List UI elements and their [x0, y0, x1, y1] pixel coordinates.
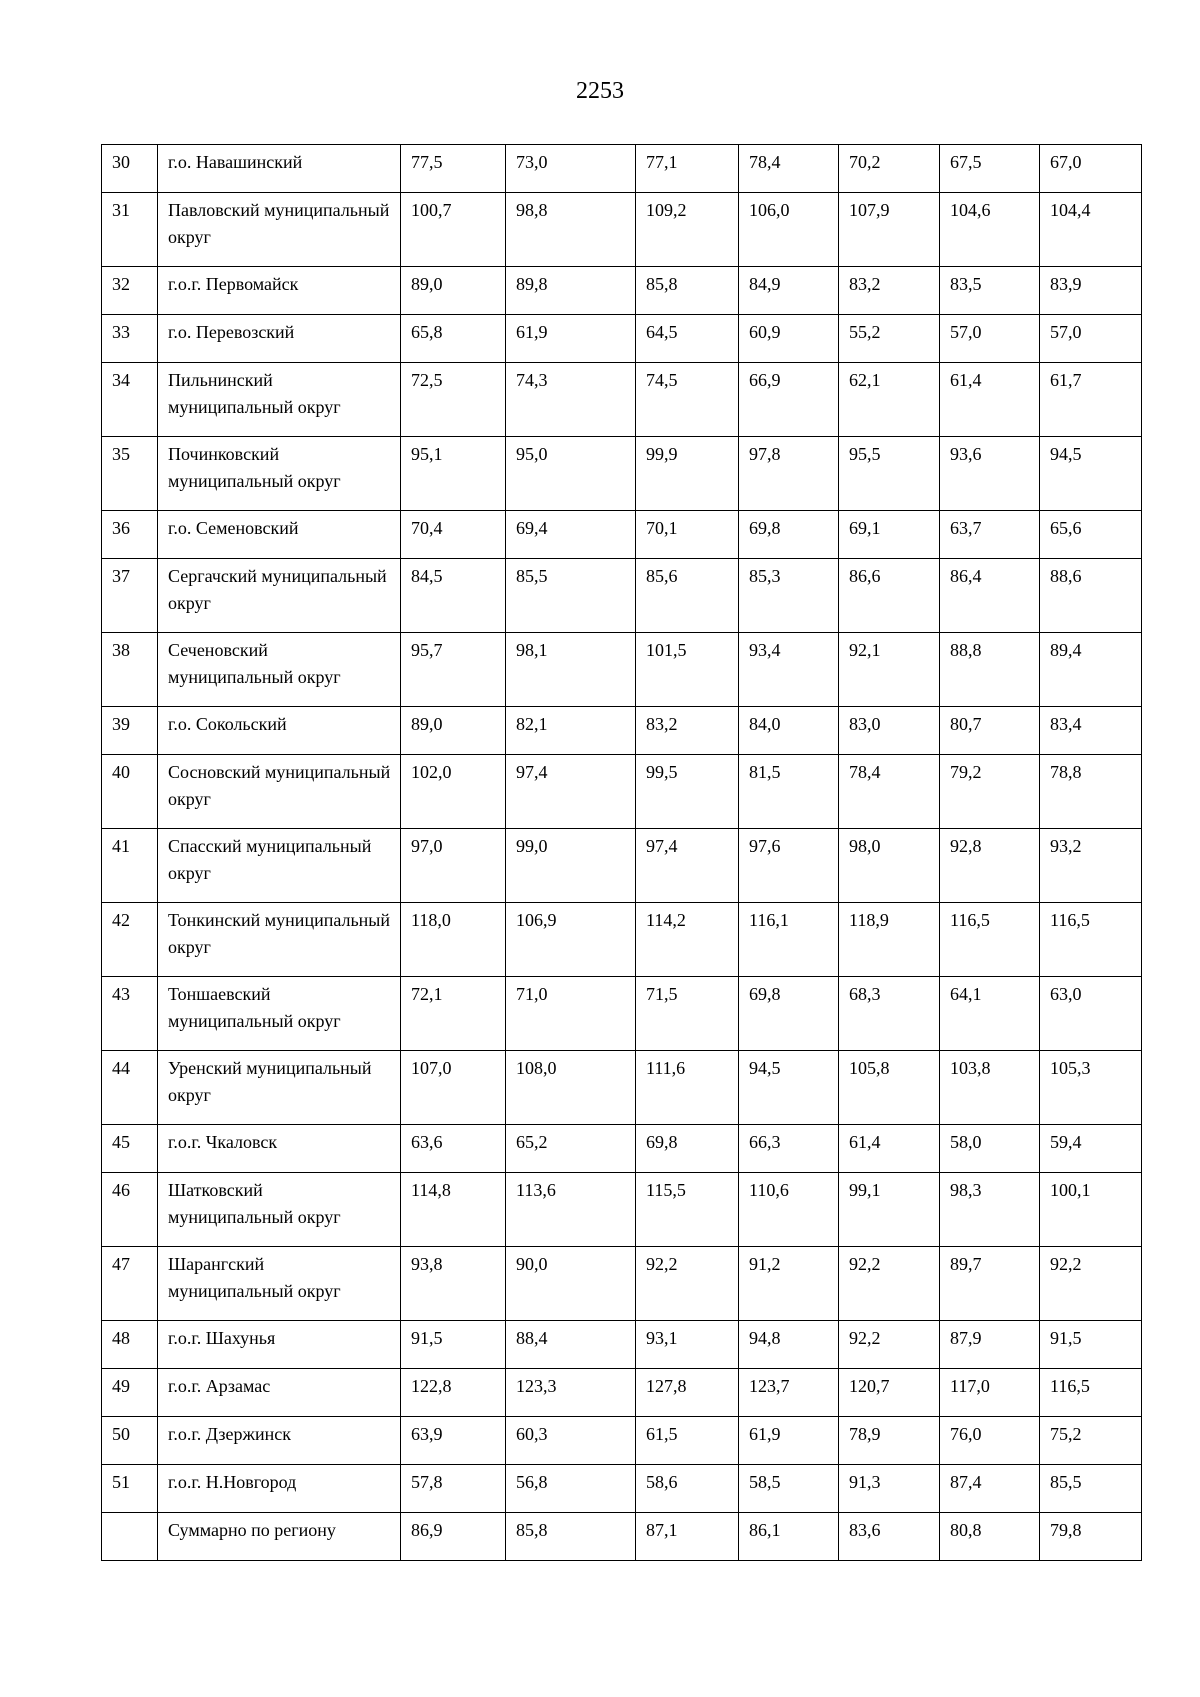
- table-row: [102, 755, 1142, 829]
- value-cell: 71,0: [506, 977, 636, 1051]
- value-cell: 85,5: [1040, 1465, 1142, 1513]
- value-cell: 99,0: [506, 829, 636, 903]
- value-cell: 78,4: [839, 755, 940, 829]
- value-cell: 69,4: [506, 511, 636, 559]
- value-cell: 83,2: [839, 267, 940, 315]
- value-cell: 102,0: [401, 755, 506, 829]
- value-cell: 89,0: [401, 707, 506, 755]
- value-cell: 118,9: [839, 903, 940, 977]
- value-cell: 92,1: [839, 633, 940, 707]
- value-cell: 91,3: [839, 1465, 940, 1513]
- value-cell: 69,1: [839, 511, 940, 559]
- table-body: [102, 145, 1142, 1561]
- value-cell: 107,9: [839, 193, 940, 267]
- value-cell: 79,8: [1040, 1513, 1142, 1561]
- row-number: 43: [102, 977, 158, 1051]
- value-cell: 127,8: [636, 1369, 739, 1417]
- value-cell: 95,1: [401, 437, 506, 511]
- value-cell: 94,5: [1040, 437, 1142, 511]
- value-cell: 58,6: [636, 1465, 739, 1513]
- value-cell: 104,4: [1040, 193, 1142, 267]
- municipality-name: Спасский муниципальный округ: [158, 829, 401, 903]
- value-cell: 99,1: [839, 1173, 940, 1247]
- municipality-name: г.о.г. Шахунья: [158, 1321, 401, 1369]
- value-cell: 93,6: [940, 437, 1040, 511]
- municipality-name: Починковский муниципальный округ: [158, 437, 401, 511]
- value-cell: 63,6: [401, 1125, 506, 1173]
- value-cell: 90,0: [506, 1247, 636, 1321]
- value-cell: 97,8: [739, 437, 839, 511]
- municipality-name: Шарангский муниципальный округ: [158, 1247, 401, 1321]
- municipality-name: г.о.г. Арзамас: [158, 1369, 401, 1417]
- value-cell: 99,5: [636, 755, 739, 829]
- table-row: [102, 633, 1142, 707]
- row-number: 49: [102, 1369, 158, 1417]
- value-cell: 75,2: [1040, 1417, 1142, 1465]
- value-cell: 103,8: [940, 1051, 1040, 1125]
- value-cell: 89,7: [940, 1247, 1040, 1321]
- row-number: 34: [102, 363, 158, 437]
- table-row: [102, 1369, 1142, 1417]
- value-cell: 92,8: [940, 829, 1040, 903]
- value-cell: 89,4: [1040, 633, 1142, 707]
- value-cell: 63,9: [401, 1417, 506, 1465]
- value-cell: 63,0: [1040, 977, 1142, 1051]
- value-cell: 56,8: [506, 1465, 636, 1513]
- value-cell: 74,5: [636, 363, 739, 437]
- table-row: [102, 977, 1142, 1051]
- value-cell: 60,3: [506, 1417, 636, 1465]
- value-cell: 65,6: [1040, 511, 1142, 559]
- table-row: [102, 363, 1142, 437]
- value-cell: 57,0: [1040, 315, 1142, 363]
- municipality-name: Уренский муниципальный округ: [158, 1051, 401, 1125]
- row-number: 47: [102, 1247, 158, 1321]
- value-cell: 92,2: [1040, 1247, 1142, 1321]
- row-number: 37: [102, 559, 158, 633]
- value-cell: 116,5: [1040, 1369, 1142, 1417]
- value-cell: 86,1: [739, 1513, 839, 1561]
- municipality-name: Тонкинский муниципальный округ: [158, 903, 401, 977]
- row-number: 36: [102, 511, 158, 559]
- row-number: 44: [102, 1051, 158, 1125]
- value-cell: 57,0: [940, 315, 1040, 363]
- value-cell: 89,8: [506, 267, 636, 315]
- value-cell: 70,2: [839, 145, 940, 193]
- value-cell: 116,5: [1040, 903, 1142, 977]
- value-cell: 120,7: [839, 1369, 940, 1417]
- value-cell: 108,0: [506, 1051, 636, 1125]
- value-cell: 74,3: [506, 363, 636, 437]
- value-cell: 94,8: [739, 1321, 839, 1369]
- table-row: [102, 707, 1142, 755]
- table-row: [102, 267, 1142, 315]
- value-cell: 72,5: [401, 363, 506, 437]
- value-cell: 71,5: [636, 977, 739, 1051]
- municipality-name: Павловский муниципальный округ: [158, 193, 401, 267]
- value-cell: 85,3: [739, 559, 839, 633]
- row-number: 39: [102, 707, 158, 755]
- value-cell: 72,1: [401, 977, 506, 1051]
- value-cell: 83,4: [1040, 707, 1142, 755]
- value-cell: 98,1: [506, 633, 636, 707]
- table-row: [102, 511, 1142, 559]
- value-cell: 88,4: [506, 1321, 636, 1369]
- value-cell: 88,8: [940, 633, 1040, 707]
- value-cell: 68,3: [839, 977, 940, 1051]
- value-cell: 79,2: [940, 755, 1040, 829]
- value-cell: 86,4: [940, 559, 1040, 633]
- value-cell: 64,1: [940, 977, 1040, 1051]
- value-cell: 85,8: [636, 267, 739, 315]
- row-number: 51: [102, 1465, 158, 1513]
- municipality-name: г.о.г. Дзержинск: [158, 1417, 401, 1465]
- value-cell: 118,0: [401, 903, 506, 977]
- value-cell: 116,5: [940, 903, 1040, 977]
- value-cell: 104,6: [940, 193, 1040, 267]
- value-cell: 84,9: [739, 267, 839, 315]
- value-cell: 88,6: [1040, 559, 1142, 633]
- value-cell: 115,5: [636, 1173, 739, 1247]
- value-cell: 78,9: [839, 1417, 940, 1465]
- table-row: [102, 1465, 1142, 1513]
- municipality-name: Шатковский муниципальный округ: [158, 1173, 401, 1247]
- value-cell: 106,0: [739, 193, 839, 267]
- value-cell: 65,8: [401, 315, 506, 363]
- value-cell: 63,7: [940, 511, 1040, 559]
- value-cell: 73,0: [506, 145, 636, 193]
- value-cell: 98,8: [506, 193, 636, 267]
- value-cell: 55,2: [839, 315, 940, 363]
- value-cell: 70,4: [401, 511, 506, 559]
- value-cell: 67,0: [1040, 145, 1142, 193]
- municipality-name: г.о. Сокольский: [158, 707, 401, 755]
- value-cell: 110,6: [739, 1173, 839, 1247]
- value-cell: 84,0: [739, 707, 839, 755]
- table-row: [102, 1125, 1142, 1173]
- value-cell: 92,2: [636, 1247, 739, 1321]
- value-cell: 101,5: [636, 633, 739, 707]
- value-cell: 93,8: [401, 1247, 506, 1321]
- value-cell: 61,9: [739, 1417, 839, 1465]
- value-cell: 91,2: [739, 1247, 839, 1321]
- value-cell: 83,2: [636, 707, 739, 755]
- value-cell: 95,0: [506, 437, 636, 511]
- value-cell: 106,9: [506, 903, 636, 977]
- row-number: 30: [102, 145, 158, 193]
- municipality-name: Тоншаевский муниципальный округ: [158, 977, 401, 1051]
- value-cell: 83,9: [1040, 267, 1142, 315]
- value-cell: 64,5: [636, 315, 739, 363]
- value-cell: 93,1: [636, 1321, 739, 1369]
- value-cell: 105,3: [1040, 1051, 1142, 1125]
- row-number: 32: [102, 267, 158, 315]
- value-cell: 58,0: [940, 1125, 1040, 1173]
- value-cell: 91,5: [401, 1321, 506, 1369]
- value-cell: 99,9: [636, 437, 739, 511]
- row-number: 50: [102, 1417, 158, 1465]
- value-cell: 97,0: [401, 829, 506, 903]
- value-cell: 85,6: [636, 559, 739, 633]
- value-cell: 77,1: [636, 145, 739, 193]
- data-table: [101, 144, 1142, 1561]
- value-cell: 84,5: [401, 559, 506, 633]
- value-cell: 97,4: [636, 829, 739, 903]
- municipality-name: Сосновский муниципальный округ: [158, 755, 401, 829]
- table-row: [102, 1513, 1142, 1561]
- value-cell: 87,9: [940, 1321, 1040, 1369]
- value-cell: 114,8: [401, 1173, 506, 1247]
- row-number: 35: [102, 437, 158, 511]
- value-cell: 86,9: [401, 1513, 506, 1561]
- value-cell: 77,5: [401, 145, 506, 193]
- value-cell: 78,4: [739, 145, 839, 193]
- table-row: [102, 193, 1142, 267]
- value-cell: 83,0: [839, 707, 940, 755]
- value-cell: 91,5: [1040, 1321, 1142, 1369]
- value-cell: 80,8: [940, 1513, 1040, 1561]
- value-cell: 123,3: [506, 1369, 636, 1417]
- table-row: [102, 437, 1142, 511]
- value-cell: 83,6: [839, 1513, 940, 1561]
- value-cell: 61,4: [940, 363, 1040, 437]
- municipality-name: Сергачский муниципальный округ: [158, 559, 401, 633]
- table-row: [102, 1051, 1142, 1125]
- value-cell: 87,4: [940, 1465, 1040, 1513]
- row-number: 42: [102, 903, 158, 977]
- value-cell: 60,9: [739, 315, 839, 363]
- value-cell: 65,2: [506, 1125, 636, 1173]
- value-cell: 82,1: [506, 707, 636, 755]
- value-cell: 109,2: [636, 193, 739, 267]
- value-cell: 69,8: [636, 1125, 739, 1173]
- value-cell: 58,5: [739, 1465, 839, 1513]
- table-row: [102, 1321, 1142, 1369]
- row-number: 41: [102, 829, 158, 903]
- value-cell: 85,8: [506, 1513, 636, 1561]
- row-number: 31: [102, 193, 158, 267]
- value-cell: 92,2: [839, 1321, 940, 1369]
- municipality-name: г.о.г. Первомайск: [158, 267, 401, 315]
- row-number: 40: [102, 755, 158, 829]
- value-cell: 87,1: [636, 1513, 739, 1561]
- value-cell: 61,5: [636, 1417, 739, 1465]
- value-cell: 78,8: [1040, 755, 1142, 829]
- value-cell: 111,6: [636, 1051, 739, 1125]
- municipality-name: г.о.г. Н.Новгород: [158, 1465, 401, 1513]
- value-cell: 95,5: [839, 437, 940, 511]
- value-cell: 89,0: [401, 267, 506, 315]
- value-cell: 114,2: [636, 903, 739, 977]
- table-row: [102, 903, 1142, 977]
- row-number: 48: [102, 1321, 158, 1369]
- value-cell: 105,8: [839, 1051, 940, 1125]
- value-cell: 93,2: [1040, 829, 1142, 903]
- value-cell: 80,7: [940, 707, 1040, 755]
- value-cell: 69,8: [739, 511, 839, 559]
- value-cell: 61,9: [506, 315, 636, 363]
- table-row: [102, 1247, 1142, 1321]
- table-row: [102, 315, 1142, 363]
- municipality-name: г.о. Семеновский: [158, 511, 401, 559]
- value-cell: 92,2: [839, 1247, 940, 1321]
- table-row: [102, 1173, 1142, 1247]
- municipality-name: г.о.г. Чкаловск: [158, 1125, 401, 1173]
- value-cell: 117,0: [940, 1369, 1040, 1417]
- row-number: 33: [102, 315, 158, 363]
- table-row: [102, 559, 1142, 633]
- value-cell: 62,1: [839, 363, 940, 437]
- row-number: [102, 1513, 158, 1561]
- value-cell: 57,8: [401, 1465, 506, 1513]
- municipality-name: г.о. Перевозский: [158, 315, 401, 363]
- value-cell: 100,1: [1040, 1173, 1142, 1247]
- value-cell: 122,8: [401, 1369, 506, 1417]
- value-cell: 98,0: [839, 829, 940, 903]
- value-cell: 97,4: [506, 755, 636, 829]
- table-row: [102, 829, 1142, 903]
- value-cell: 113,6: [506, 1173, 636, 1247]
- value-cell: 67,5: [940, 145, 1040, 193]
- municipality-name: Сеченовский муниципальный округ: [158, 633, 401, 707]
- value-cell: 123,7: [739, 1369, 839, 1417]
- value-cell: 98,3: [940, 1173, 1040, 1247]
- value-cell: 116,1: [739, 903, 839, 977]
- value-cell: 70,1: [636, 511, 739, 559]
- value-cell: 61,7: [1040, 363, 1142, 437]
- value-cell: 83,5: [940, 267, 1040, 315]
- value-cell: 107,0: [401, 1051, 506, 1125]
- row-number: 46: [102, 1173, 158, 1247]
- value-cell: 93,4: [739, 633, 839, 707]
- row-number: 45: [102, 1125, 158, 1173]
- value-cell: 81,5: [739, 755, 839, 829]
- table-row: [102, 145, 1142, 193]
- row-number: 38: [102, 633, 158, 707]
- municipality-name: Суммарно по региону: [158, 1513, 401, 1561]
- value-cell: 86,6: [839, 559, 940, 633]
- municipality-name: г.о. Навашинский: [158, 145, 401, 193]
- value-cell: 66,9: [739, 363, 839, 437]
- table-row: [102, 1417, 1142, 1465]
- value-cell: 59,4: [1040, 1125, 1142, 1173]
- value-cell: 100,7: [401, 193, 506, 267]
- value-cell: 66,3: [739, 1125, 839, 1173]
- value-cell: 69,8: [739, 977, 839, 1051]
- municipality-name: Пильнинский муниципальный округ: [158, 363, 401, 437]
- value-cell: 76,0: [940, 1417, 1040, 1465]
- value-cell: 61,4: [839, 1125, 940, 1173]
- value-cell: 95,7: [401, 633, 506, 707]
- value-cell: 97,6: [739, 829, 839, 903]
- value-cell: 85,5: [506, 559, 636, 633]
- page-number: 2253: [576, 78, 624, 104]
- value-cell: 94,5: [739, 1051, 839, 1125]
